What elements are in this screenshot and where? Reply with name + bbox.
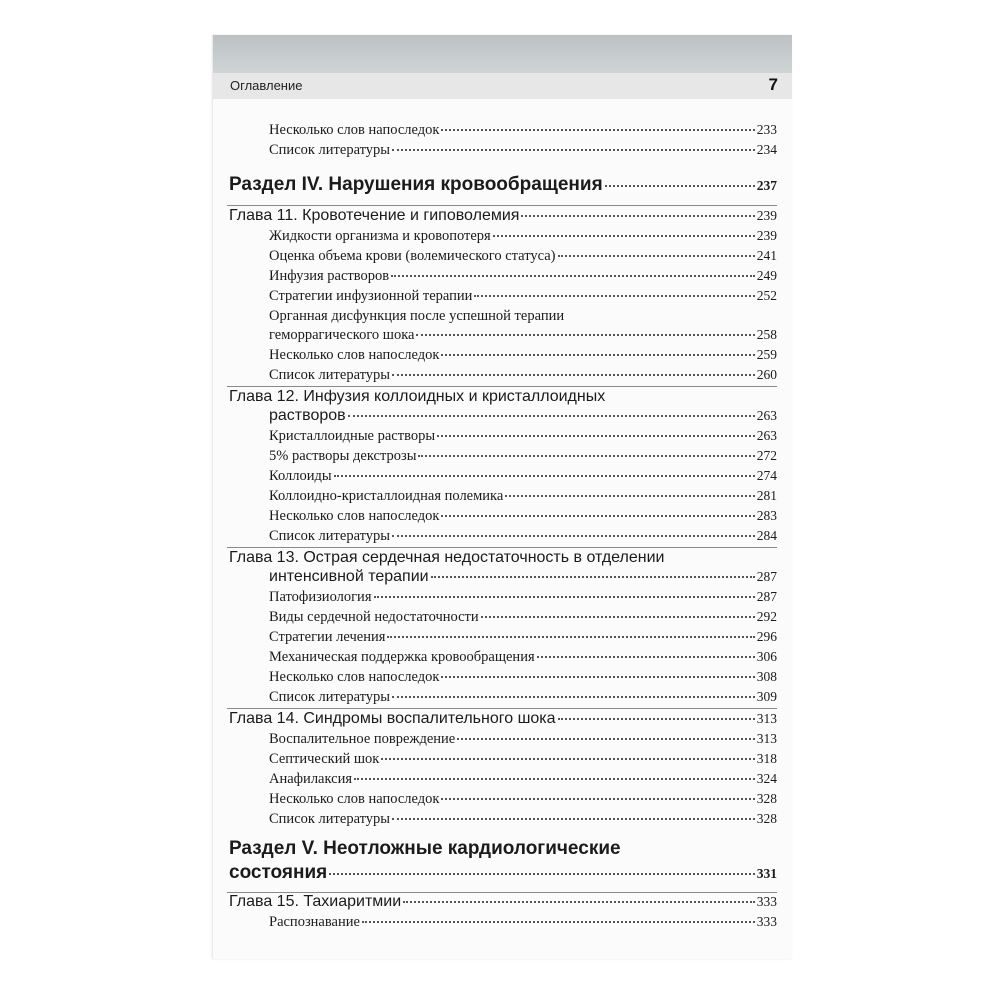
toc-entry [269, 122, 777, 139]
toc-entry-title: Список литературы [269, 528, 391, 544]
toc-chapter [229, 568, 777, 586]
toc-entry-page: 308 [756, 669, 777, 684]
toc-entry-page: 309 [756, 689, 777, 704]
toc-entry [269, 288, 777, 305]
toc-entry-page: 283 [756, 508, 777, 523]
toc-entry-title: Воспалительное повреждение [269, 731, 456, 747]
toc-entry [269, 771, 777, 788]
toc-entry [269, 609, 777, 626]
toc-entry-page: 313 [756, 731, 777, 746]
toc-entry-title: Механическая поддержка кровообращения [269, 649, 535, 665]
toc-chapter [229, 407, 777, 425]
toc-chapter-title-line2: интенсивной терапии [269, 568, 429, 585]
toc-entry-page: 233 [756, 122, 777, 137]
toc-entry-page: 328 [756, 811, 777, 826]
toc-chapter-page: 239 [756, 208, 777, 223]
toc-entry-title: Патофизиология [269, 589, 372, 605]
toc-chapter-title-line1: Глава 13. Острая сердечная недостаточность в отделении [229, 549, 665, 566]
toc-entry-title-line1: Органная дисфункция после успешной терапии [269, 308, 565, 324]
toc-entry-title: Коллоиды [269, 468, 332, 484]
toc-chapter-page: 263 [756, 408, 777, 423]
toc-chapter-title-line2: растворов [269, 407, 346, 424]
table-of-contents [213, 35, 792, 959]
toc-entry-page: 249 [756, 268, 777, 283]
toc-entry-title: Список литературы [269, 142, 391, 158]
toc-entry-page: 281 [756, 488, 777, 503]
toc-entry [269, 268, 777, 285]
toc-entry-page: 306 [756, 649, 777, 664]
toc-entry [269, 508, 777, 525]
divider [227, 205, 777, 206]
toc-entry-page: 318 [756, 751, 777, 766]
toc-section-page: 331 [756, 866, 777, 881]
toc-entry-page: 292 [756, 609, 777, 624]
toc-entry-title: 5% растворы декстрозы [269, 448, 417, 464]
toc-entry [269, 347, 777, 364]
toc-chapter [229, 893, 777, 911]
toc-entry-page: 296 [756, 629, 777, 644]
toc-entry-page: 272 [756, 448, 777, 463]
toc-entry [269, 811, 777, 828]
toc-chapter-page: 313 [756, 711, 777, 726]
toc-entry-title: Кристаллоидные растворы [269, 428, 436, 444]
toc-section-title: Раздел IV. Нарушения кровообращения [229, 174, 603, 195]
running-header-page-number: 7 [768, 75, 778, 94]
toc-entry [269, 689, 777, 706]
toc-entry-page: 234 [756, 142, 777, 157]
toc-entry [269, 488, 777, 505]
toc-entry [269, 649, 777, 666]
toc-entry-page: 258 [756, 327, 777, 342]
toc-entry-title: Жидкости организма и кровопотеря [269, 228, 491, 244]
toc-entry [269, 528, 777, 545]
toc-entry-page: 328 [756, 791, 777, 806]
toc-entry [269, 669, 777, 686]
toc-entry-page: 274 [756, 468, 777, 483]
toc-entry-title: Список литературы [269, 367, 391, 383]
divider [227, 386, 777, 387]
toc-entry [269, 731, 777, 748]
toc-entry [269, 791, 777, 808]
toc-section [229, 862, 777, 884]
toc-entry-title: Несколько слов напоследок [269, 791, 440, 807]
toc-entry-page: 324 [756, 771, 777, 786]
toc-chapter-title: Глава 15. Тахиаритмии [229, 893, 402, 910]
toc-entry [269, 367, 777, 384]
toc-entry-page: 260 [756, 367, 777, 382]
toc-entry [269, 589, 777, 606]
toc-section-page: 237 [756, 178, 777, 193]
toc-chapter-title: Глава 14. Синдромы воспалительного шока [229, 710, 556, 727]
toc-entry-title: Список литературы [269, 689, 391, 705]
toc-entry-title-line2: геморрагического шока [269, 327, 415, 343]
toc-entry-title: Список литературы [269, 811, 391, 827]
running-header-title: Оглавление [230, 78, 303, 93]
toc-entry-title: Несколько слов напоследок [269, 669, 440, 685]
toc-entry-title: Несколько слов напоследок [269, 347, 440, 363]
toc-entry [269, 914, 777, 931]
toc-entry-title: Оценка объема крови (волемического статуса) [269, 248, 556, 264]
toc-entry [269, 142, 777, 159]
toc-entry-title: Несколько слов напоследок [269, 508, 440, 524]
toc-entry-page: 259 [756, 347, 777, 362]
toc-chapter [229, 207, 777, 225]
toc-entry-title: Стратегии инфузионной терапии [269, 288, 473, 304]
toc-entry-page: 333 [756, 914, 777, 929]
toc-entry-title: Коллоидно-кристаллоидная полемика [269, 488, 504, 504]
divider [227, 708, 777, 709]
toc-entry-title: Септический шок [269, 751, 380, 767]
toc-entry-title: Инфузия растворов [269, 268, 390, 284]
toc-entry-title: Виды сердечной недостаточности [269, 609, 479, 625]
toc-entry-page: 252 [756, 288, 777, 303]
toc-entry [269, 248, 777, 265]
toc-entry-page: 284 [756, 528, 777, 543]
toc-chapter-page: 333 [756, 894, 777, 909]
toc-entry-title: Анафилаксия [269, 771, 353, 787]
toc-entry-title: Распознавание [269, 914, 360, 930]
toc-chapter-title: Глава 11. Кровотечение и гиповолемия [229, 207, 520, 224]
toc-entry [269, 228, 777, 245]
toc-entry [269, 448, 777, 465]
toc-entry-page: 239 [756, 228, 777, 243]
toc-chapter [229, 710, 777, 728]
book-page [213, 35, 792, 959]
toc-entry [269, 468, 777, 485]
toc-entry-page: 241 [756, 248, 777, 263]
toc-chapter-page: 287 [756, 569, 777, 584]
divider [227, 547, 777, 548]
toc-entry [269, 751, 777, 768]
toc-entry [269, 327, 777, 344]
toc-entry-page: 287 [756, 589, 777, 604]
toc-section [229, 174, 777, 196]
toc-entry-page: 263 [756, 428, 777, 443]
toc-entry-title: Стратегии лечения [269, 629, 386, 645]
toc-chapter-title-line1: Глава 12. Инфузия коллоидных и кристаллоидных [229, 388, 606, 405]
toc-entry-title: Несколько слов напоследок [269, 122, 440, 138]
toc-entry [269, 428, 777, 445]
toc-section-title-line1: Раздел V. Неотложные кардиологические [229, 838, 621, 859]
toc-entry [269, 629, 777, 646]
toc-section-title-line2: состояния [229, 862, 328, 883]
